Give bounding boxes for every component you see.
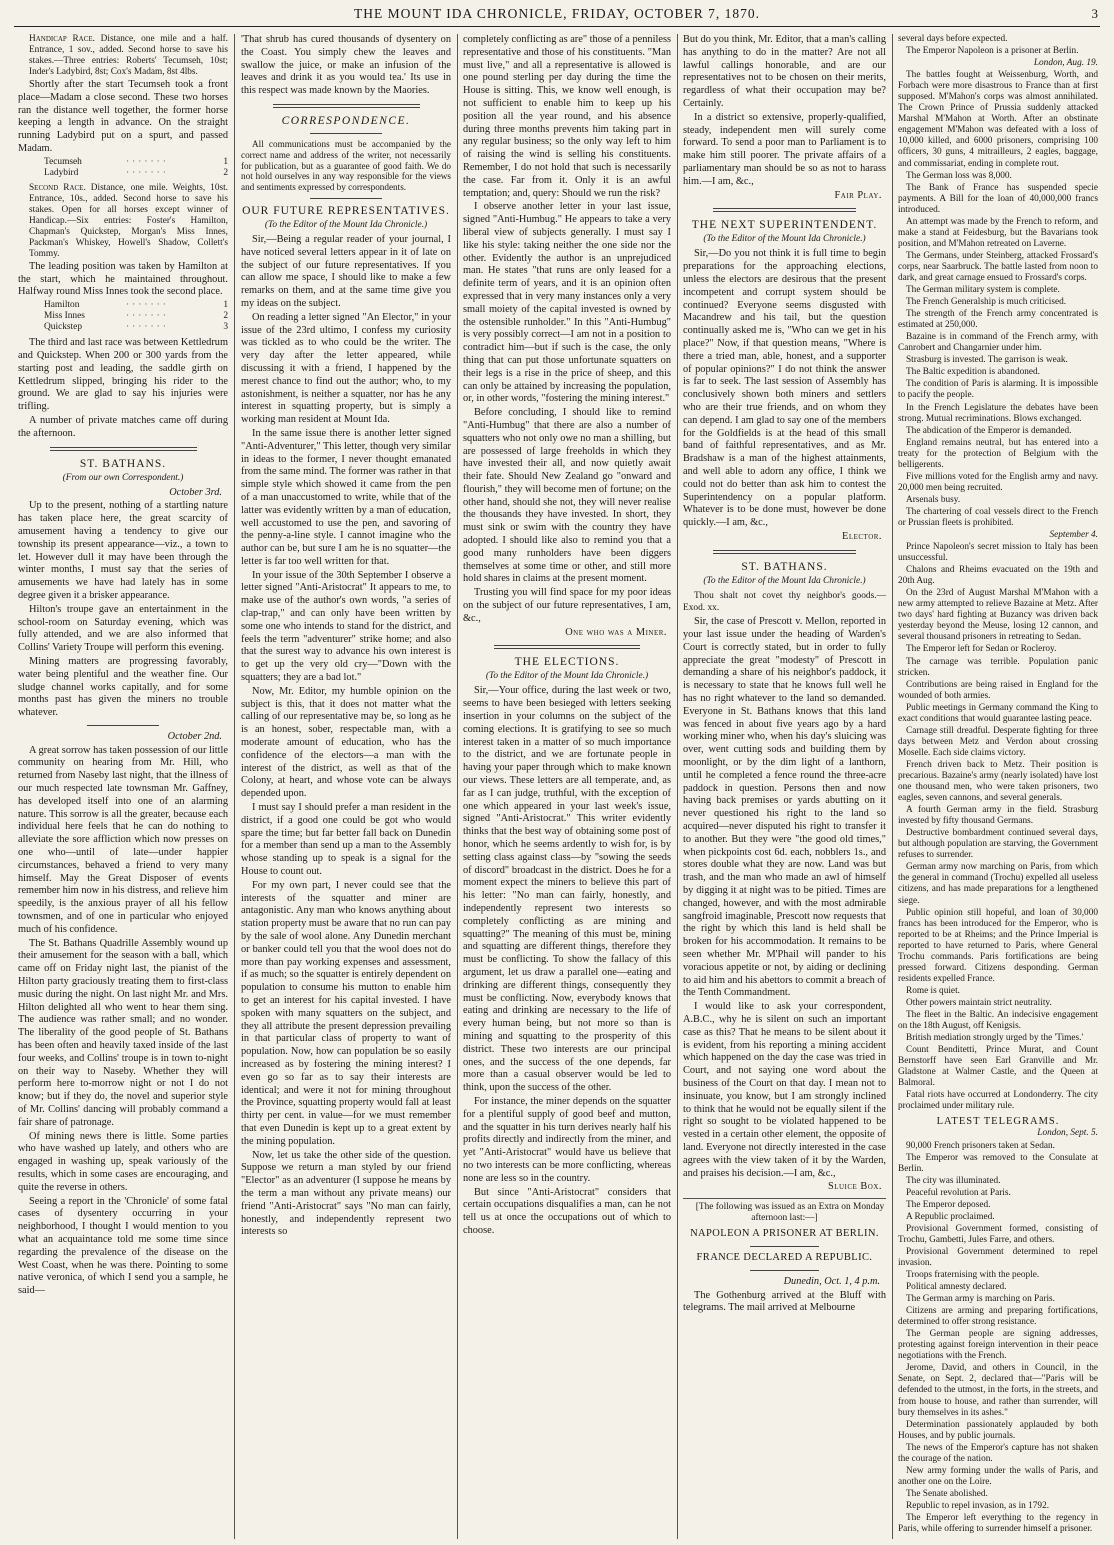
article-paragraph: Sir,—Do you not think it is full time to begin preparations for the approaching elections, unless the electors are desirous that the present incompetent and corrupt system should be continued? Everyone seems disgusted with Macandrew and his tail, but the question continually asked me is, "Who can we get in his place?" Now, if that question means, "Where is there a tried man, able, honest, and a supporter of popular opinions?" I do not think the answer is far to seek. The last session of Assembly has conclusively shown both miners and settlers who are their true friends, and on whom they can depend. I am glad to say one of the members for the Goldfields is at the head of this small band of faithful representatives, and as Mr. Bradshaw is a man of the highest attainments, and well able to adorn any office, I think we could not do better than ask him to contest the Superintendency on a popular platform. Whatever is to be done must, however be done quickly.—I am, &c., <box>683 248 886 529</box>
news-item: Political amnesty declared. <box>906 1282 1007 1293</box>
article-paragraph: completely conflicting as are" those of a penniless representative and those of his constituents. "Man must live," and all a representative is allowed is one pound sterling per day during the time the House is sitting. This, we know well enough, is not sufficient to enable him to keep up his position all the year round, and his absence during three months prevents him taking part in any regular business; so the only way left to him of raising the wind is selling his constituents. Remember, I do not hold that such is necessarily the case. Far from it. Only it is an awful temptation; and, query: Should we run the risk? <box>463 34 671 199</box>
letter-heading: THE ELECTIONS. <box>514 656 620 669</box>
article-paragraph: Sir,—Being a regular reader of your journal, I have noticed several letters appear in it of late on the subject of our future representatives. If you can allow me space, I should like to make a few remarks on them, and at the same time give you my ideas on the subject. <box>241 233 451 309</box>
news-item: Fatal riots have occurred at Londonderry. The city proclaimed under military rule. <box>898 1090 1098 1112</box>
news-item: In the French Legislature the debates have been strong. Mutual recriminations. Blows exchanged. <box>898 402 1098 424</box>
race-label: Handicap Race. <box>29 34 95 44</box>
news-item: The battles fought at Weissenburg, Worth, and Forbach were more disastrous to France than at first supposed. M'Mahon's corps was almost annihilated. The Crown Prince of Prussia suddenly attacked Marshal M'Mahon at Worth. After an obstinate engagement M'Mahon was defeated with a loss of 10,000 killed, and 6000 prisoners, comprising 100 officers, 30 guns, 4 mitrailleurs, 2 eagles, baggage, and commissariat, ending in complete rout. <box>898 70 1098 169</box>
news-item: The German loss was 8,000. <box>906 170 1012 181</box>
article-paragraph: Mining matters are progressing favorably, water being plentiful and the weather fine. Our sludge channel works capitally, and for some months past has given the miners no trouble whatever. <box>18 655 228 719</box>
news-item: A Republic proclaimed. <box>906 1211 995 1222</box>
news-item: The French Generalship is much criticised. <box>906 297 1067 308</box>
placing-row <box>18 168 228 179</box>
byline: (From our own Correspondent.) <box>62 472 184 483</box>
letter-motto: Thou shalt not covet thy neighbor's goods.— Exod. xx. <box>683 590 886 614</box>
horse-name: Hamilton <box>44 300 80 311</box>
article-paragraph: 'That shrub has cured thousands of dysentery on the Coast. You simply chew the leaves and swallow the juice, or make an infusion of the leaves and drink it as you would tea.' Its use in this respect was made known by the Maories. <box>241 34 451 97</box>
placing-number: 1 <box>223 156 228 167</box>
letter-signature: Elector. <box>842 530 882 542</box>
article-paragraph: The St. Bathans Quadrille Assembly wound up their amusement for the season with a ball, which came off on Friday night last, the pianist of the Hilton party graciously treating them to first-class music during the night. On last night Mr. and Mrs. Hilton delighted all who went to hear them sing. The audience was rather small; and no wonder. The liberality of the good people of St. Bathans has been often and heavily taxed inside of the last four weeks, and Collins' troupe is in town to-night on their way to Naseby. Whether they will perform here to-morrow night or not I do not know; but if they do, the novel and superior style of Mr. Collins' dancing will probably command a fair share of patronage. <box>18 937 228 1128</box>
leader-dots: ······· <box>126 311 169 322</box>
news-item: An attempt was made by the French to reform, and make a stand at Feidesburg, but the Bavarians took position, and M'Mahon retreated on Laverne. <box>898 216 1098 249</box>
news-item: Chalons and Rheims evacuated on the 19th and 20th Aug. <box>898 565 1098 587</box>
news-item: The Bank of France has suspended specie payments. A Bill for the loan of 40,000,000 francs introduced. <box>898 182 1098 215</box>
news-item: The Senate abolished. <box>906 1488 988 1499</box>
placing-row <box>18 300 228 311</box>
news-item: The Emperor left everything to the regency in Paris, while offering to surrender himself a prisoner. <box>898 1513 1098 1535</box>
news-item: London, Sept. 5. <box>1037 1128 1098 1139</box>
article-paragraph: For instance, the miner depends on the squatter for a plentiful supply of good beef and mutton, and the squatter in his turn derives nearly half his profits directly and indirectly from the miner, and yet "Anti-Aristocrat" would have us believe that no two interests can be more conflicting, whereas none are less so in the country. <box>463 1095 671 1184</box>
telegram-news-list <box>898 34 1098 1535</box>
column-2 <box>241 34 451 1539</box>
article-paragraph: Trusting you will find space for my poor ideas on the subject of our future representatives, I am, &c., <box>463 587 671 624</box>
article-paragraph: Seeing a report in the 'Chronicle' of some fatal cases of dysentery occurring in your neighborhood, I thought I would mention to you what an acquaintance told me some time since regarding the prevalence of the disease on the West Coast, when he was there. Pointing to some native veronica, of which I send you a sample, he said— <box>18 1195 228 1297</box>
news-item: The fleet in the Baltic. An indecisive engagement on the 18th August, off Kenigsis. <box>898 1009 1098 1032</box>
article-paragraph: Up to the present, nothing of a startling nature has taken place here, the great scarcity of amusement having a tendency to give our township its present appearance—viz., a town to let. However dull it may have been through the winter months, I must say that the series of amusements we have had lately has in some degree given it a brisker appearance. <box>18 500 228 601</box>
article-paragraph: Now, let us take the other side of the question. Suppose we return a man styled by our friend "Elector" as an adventurer (I suppose he means by the term a man without any private means) our friend "Anti-Aristocrat" says "No man can fairly, honestly, and independently represent two interests so <box>241 1149 451 1238</box>
news-item: several days before expected. <box>898 34 1008 44</box>
article-paragraph: Shortly after the start Tecumseh took a front place—Madam a close second. These two horses ran the distance well together, the former horse keeping a length in advance. On the straight running Ladybird put on a spurt, and passed Madam. <box>18 79 228 154</box>
news-item: Bazaine is in command of the French army, with Canrobert and Changarnier under him. <box>898 332 1098 354</box>
news-item: Republic to repel invasion, as in 1792. <box>906 1500 1050 1511</box>
news-item: Strasburg is invested. The garrison is weak. <box>906 355 1068 366</box>
news-item: The news of the Emperor's capture has not shaken the courage of the nation. <box>898 1442 1098 1464</box>
newspaper-title: THE MOUNT IDA CHRONICLE, FRIDAY, OCTOBER 7, 1870. <box>354 6 760 21</box>
news-item: On the 23rd of August Marshal M'Mahon with a new army attempted to relieve Bazaine at Metz. After two days' hard fighting at Buzancy was driven back yesterday beyond the Meuse, losing 12 cannon, and several thousand prisoners in retreating to Sedan. <box>898 588 1098 643</box>
placing-number: 2 <box>223 311 228 322</box>
news-item: The Baltic expedition is abandoned. <box>906 367 1040 378</box>
news-item: The Germans, under Steinberg, attacked Frossard's corps, near Saarbruck. The battle lasted from noon to dark, and great carnage ensued to Frossard's corps. <box>898 250 1098 283</box>
placing-number: 2 <box>223 167 228 178</box>
article-paragraph: In a district so extensive, properly-qualified, steady, independent men will surely come forward. To send a poor man to Parliament is to make him still poorer. The private affairs of a parliamentary man should be so as not to harass him.—I am, &c., <box>683 111 886 187</box>
dateline: October 2nd. <box>167 730 222 742</box>
horse-name: Miss Innes <box>44 311 85 322</box>
letter-address: (To the Editor of the Mount Ida Chronicle.) <box>485 671 649 682</box>
horse-name: Ladybird <box>44 167 79 178</box>
placing-number: 1 <box>223 300 228 311</box>
news-item: Prince Napoleon's secret mission to Italy has been unsuccessful. <box>898 542 1098 564</box>
column-rule <box>234 34 235 1539</box>
news-item: London, Aug. 19. <box>1033 58 1098 69</box>
article-paragraph: But do you think, Mr. Editor, that a man's calling has anything to do in the matter? Are not all lawful callings honorable, and are our representatives not to be chosen on their merits, regardless of what their occupation may be? Certainly. <box>683 34 886 109</box>
news-item: New army forming under the walls of Paris, and another one on the Loire. <box>898 1465 1098 1487</box>
news-item: The Emperor deposed. <box>906 1199 991 1210</box>
section-divider <box>713 208 855 212</box>
letter-address: (To the Editor of the Mount Ida Chronicle.) <box>264 219 428 230</box>
news-item: Destructive bombardment continued several days, but although population are starving, the Government refuses to surrender. <box>898 828 1098 861</box>
race-conditions: Distance, one mile and a half. Entrance, 1 sov., added. Second horse to save his stakes.—Three entries: Roberts' Tecumseh, 10st; Inder's Ladybird, 8st; Cox's Madam, 8st 4lbs. <box>29 34 228 77</box>
news-item: Jerome, David, and others in Council, in the Senate, on Sept. 2, declared that—"Paris will be defended to the utmost, in the forts, in the streets, and from house to house, and rather than surrender, will bury themselves in its ashes." <box>898 1363 1098 1418</box>
letter-heading: THE NEXT SUPERINTENDENT. <box>691 219 878 232</box>
article-paragraph: Sir,—Your office, during the last week or two, seems to have been besieged with letters seeking insertion in your columns on the subject of the coming elections. It is gratifying to see so much interest taken in a matter of so much importance to the district, and we are fortunate people in having your paper through which to make known our views. These letters are all temperate, and, as far as I can judge, truthful, with the exception of one which appeared in your last week's issue, signed "Anti-Aristocrat." This writer evidently thinks that the best way of obtaining some post of honor, which he seems ardently to wish for, is by setting class against class—by "sowing the seeds of discord" broadcast in the district. Does he for a moment expect the miners to believe this part of his letter: "No man can fairly, honestly, and independently represent two interests so completely conflicting as are mining and squatting?" The meaning of this must be, mining and squatting are different things, therefore they must be conflicting. To show the fallacy of this argument, let us draw a parallel one—eating and drinking are different things, consequently they must be conflicting. Now, everybody knows that eating and drinking are necessary to the life of every human being, but not more so than is mining and squatting to the prosperity of this district. These two interests are our principal ones, and the success of the one depends, far more than a casual observer would be led to think, upon the success of the other. <box>463 685 671 1094</box>
extra-edition-note: [The following was issued as an Extra on Monday afternoon last:—] <box>683 1198 886 1224</box>
news-item: The Emperor Napoleon is a prisoner at Berlin. <box>906 46 1079 57</box>
leader-dots: ······· <box>126 322 169 333</box>
article-paragraph: But since "Anti-Aristocrat" considers that certain occupations disqualifies a man, can he not tell us at once the occupations out of which to choose. <box>463 1186 671 1236</box>
article-paragraph: Of mining news there is little. Some parties who have washed up lately, and others who are engaged in washing up, speak variously of the results, which in some cases are encouraging, and quite the reverse in others. <box>18 1130 228 1193</box>
placing-number: 3 <box>223 322 228 333</box>
column-4 <box>683 34 886 1539</box>
letter-signature: Fair Play. <box>834 189 882 201</box>
horse-name: Quickstep <box>44 322 83 333</box>
news-item: The condition of Paris is alarming. It is impossible to pacify the people. <box>898 379 1098 401</box>
handicap-placings <box>18 157 228 179</box>
section-divider <box>273 104 420 108</box>
news-item: The German military system is complete. <box>906 285 1060 296</box>
article-paragraph: The leading position was taken by Hamilton at the start, which he maintained throughout. Halfway round Miss Innes took the second place. <box>18 260 228 298</box>
news-item: Contributions are being raised in England for the wounded of both armies. <box>898 679 1098 701</box>
article-paragraph: I would like to ask your correspondent, A.B.C., why he is silent on such an important case as this? That he means to be silent about it is evident, from his reporting a mining accident which happened on the day the case was tried in Court, and not saying one word about the business of the Court on that day. I mean not to insinuate, you know, but I am strongly inclined to think that he would not be equally silent if the right so sought to be violated happened to be vested in a certain other element, the opposite of land. Everyone not directly interested in the case agrees with the view taken of it by the Warden, and praises his decision.—I am, &c., <box>683 1001 886 1179</box>
article-paragraph: The Gothenburg arrived at the Bluff with telegrams. The mail arrived at Melbourne <box>683 1289 886 1314</box>
article-paragraph: The third and last race was between Kettledrum and Quickstep. When 200 or 300 yards from the starting post and leading, the saddle girth on Kettledrum slipped, bringing his rider to the ground. We are glad to say his injuries were trifling. <box>18 337 228 413</box>
correspondence-notice: All communications must be accompanied by the correct name and address of the writer, not necessarily for publication, but as a guarantee of good faith. We do not hold ourselves in any way responsible for the views and sentiments expressed by correspondents. <box>241 138 451 193</box>
headline: FRANCE DECLARED A REPUBLIC. <box>696 1251 873 1263</box>
article-paragraph: I must say I should prefer a man resident in the district, if a good one could be got who would spare the time; but far better fall back on Dunedin for a member than send up a man to the Assembly whose standing up to speak is a signal for the House to count out. <box>241 802 451 878</box>
column-1 <box>18 34 228 1539</box>
news-item: Five millions voted for the English army and navy. 20,000 men being recruited. <box>898 471 1098 493</box>
column-5 <box>898 34 1098 1539</box>
letter-heading: OUR FUTURE REPRESENTATIVES. <box>242 204 450 217</box>
news-item: Determination passionately applauded by both Houses, and by public journals. <box>898 1419 1098 1441</box>
news-item: Provisional Government determined to repel invasion. <box>898 1246 1098 1268</box>
article-paragraph: Sir, the case of Prescott v. Mellon, reported in your last issue under the heading of Warden's Court is correctly stated, but in order to fully appreciate the great "modesty" of Prescott in demanding a share of his neighbor's paddock, it is necessary to state that he knows full well he has no right whatever to the land so demanded. Everyone in St. Bathans knows that this land was fenced in about five years ago by a hard working miner who, when his day's sluicing was over, went cutting sods and building them by moonlight, or by the dim light of a lanthorn, until he completed a fence round the three-acre paddock in question. Persons then and now having back premises or yards abutting on it never questioned his right to the land so acquired—never disputed his right to transfer it to another. But they were "the good old times," when pickpoints cost 6d. each, nobblers 1s., and stores double what they are now. Land was but trash, and the man who made an awl of himself by digging it at night was to be pitied. Times are changed, however, and with the most admirable sangfroid imaginable, Prescott now requests that the right by which this land is held shall be broken for his accommodation. It remains to be seen whether Mr. M'Phail will pander to his voracious appetite or not, by aiding or declining to aid him and his abettors to commit a breach of the Tenth Commandment. <box>683 616 886 999</box>
page-number: 3 <box>1091 6 1098 21</box>
dateline: Dunedin, Oct. 1, 4 p.m. <box>783 1275 880 1287</box>
article-paragraph: In your issue of the 30th September I observe a letter signed "Anti-Aristocrat" It appears to me, to make use of the author's own words, "a series of clap-trap," and can only have been written by some one who intends to stand for the district, and feels the term "adventurer" strike home; and also that the surest way to advance his own interest is to get up the very old cry—"Down with the squatters; they are a bad lot." <box>241 569 451 684</box>
article-paragraph: I observe another letter in your last issue, signed "Anti-Humbug." He appears to take a very liberal view of subjects generally. I must say I like his style: taking neither the one side nor the other. Evidently the author is an unprejudiced man. He states "that runs are only leased for a definite term of years, and it is an opinion often expressed that in very many instances only a very small moiety of the capital invested is owned by the ostensible runholder." In this "Anti-Humbug" is very possibly correct—I am not in a position to contradict him—but if such is the case, the only thing that can put those unfortunate squatters on their legs is a rise in the price of sheep, and this can only be attained by increasing the population, or, in other words, "fostering the mining interest." <box>463 201 671 405</box>
news-item: The abdication of the Emperor is demanded. <box>906 425 1072 436</box>
news-item: Other powers maintain strict neutrality. <box>906 997 1052 1008</box>
article-paragraph: A great sorrow has taken possession of our little community on hearing from Mr. Hill, who returned from Naseby last night, that the illness of our much respected late townsman Mr. Gaffney, has developed itself into one of an alarming nature. This sorrow is all the greater, because each individual here feels that he can do nothing to alleviate the sore affliction which now presses on one who—until of late—under happier circumstances, behaved a friend to very many himself. May the Great Disposer of events remember him now in his distress, and relieve him speedily, is the anxious prayer of all his fellow townsmen, and of one in particular who enjoyed much of his confidence. <box>18 744 228 935</box>
placing-row <box>18 157 228 168</box>
divider <box>750 1246 819 1247</box>
letter-address: (To the Editor of the Mount Ida Chronicle.) <box>703 575 866 586</box>
article-paragraph: Before concluding, I should like to remind "Anti-Humbug" that there are also a number of squatters who not only owe no man a shilling, but are possessed of large freeholds in which they have invested their all, and now quietly await their fate. Should New Zealand go "onward and flourish," they will become men of fortune; on the other hand, should she not, they will never realise the thousands they have invested. In short, they must sink or swim with the country they have adopted. I should like also to remind you that a good many runholders have been diggers themselves at some time or other, and still more hold shares in claims at the present moment. <box>463 407 671 585</box>
column-rule <box>457 34 458 1539</box>
article-paragraph: Now, Mr. Editor, my humble opinion on the subject is this, that it does not matter what the calling of our representative may be, so long as he is an honest, sober, respectable man, with a moderate amount of education, who has the confidence of the electors—a man with the interest of the district, as well as that of the Colony, at heart, and whose vote can be always depended upon. <box>241 685 451 800</box>
handicap-race-entry <box>18 34 228 78</box>
news-item: Public meetings in Germany command the King to exact conditions that would guarantee lasting peace. <box>898 702 1098 724</box>
news-item: The strength of the French army concentrated is estimated at 250,000. <box>898 309 1098 331</box>
letter-signature: Sluice Box. <box>827 1181 882 1193</box>
race-conditions: Distance, one mile. Weights, 10st. Entrance, 10s., added. Second horse to save his stakes. Open for all horses except winner of Handicap.—Six entries: Foster's Hamilton, Chapman's Quickstep, Morgan's Miss Innes, Packman's Whiskey, Howell's Shadow, Collett's Tommy. <box>29 182 228 259</box>
news-item: Troops fraternising with the people. <box>906 1270 1040 1281</box>
news-heading: LATEST TELEGRAMS. <box>936 1116 1060 1128</box>
leader-dots: ······· <box>126 156 169 167</box>
section-heading: ST. BATHANS. <box>79 457 167 470</box>
news-item: German army now marching on Paris, from which the general in command (Trochu) expelled all useless citizens, and has made preparations for a lengthened siege. <box>898 862 1098 906</box>
horse-name: Tecumseh <box>44 156 82 167</box>
news-item: Citizens are arming and preparing fortifications, determined to offer strong resistance. <box>898 1306 1098 1328</box>
column-rule <box>677 34 678 1539</box>
second-race-placings <box>18 300 228 333</box>
divider <box>310 198 381 199</box>
placing-row <box>18 311 228 322</box>
section-divider <box>494 645 640 649</box>
news-item: The city was illuminated. <box>906 1175 1001 1186</box>
news-item: Carnage still dreadful. Desperate fighting for three days between Metz and Verdon about crossing Moselle. Each side claims victory. <box>898 725 1098 758</box>
section-divider <box>50 447 197 451</box>
news-item: The carnage was terrible. Population panic stricken. <box>898 656 1098 678</box>
column-rule <box>892 34 893 1539</box>
placing-row <box>18 322 228 333</box>
headline: NAPOLEON A PRISONER AT BERLIN. <box>690 1228 879 1240</box>
news-item: Arsenals busy. <box>906 494 961 505</box>
masthead <box>14 4 1100 27</box>
news-item: Provisional Government formed, consisting of Trochu, Gambetti, Jules Farre, and others. <box>898 1223 1098 1245</box>
section-divider <box>713 550 855 554</box>
article-paragraph: In the same issue there is another letter signed "Anti-Adventurer," This letter, though very similar in ideas to the former, I never thought emanated from the same mind. The former was rather in that simple style which showed it came from the pen of a man unaccustomed to write, while that of the latter was evidently written by a man of education, well accustomed to use the pen, and savoring of the penny-a-line style. I cannot imagine who the author can be, but sure I am he is no squatter—the letter is far too well written for that. <box>241 427 451 567</box>
article-paragraph: On reading a letter signed "An Elector," in your issue of the 23rd ultimo, I confess my curiosity was tickled as to who could be the writer. The very day after the letter appeared, while discussing it with a friend, I happened by the merest chance to find out the author; who, to my astonishment, is neither a squatter, nor has he any interest in squatting property, but is simply a working man resident at Mount Ida. <box>241 311 451 426</box>
news-item: The chartering of coal vessels direct to the French or Prussian fleets is prohibited. <box>898 506 1098 528</box>
news-item: September 4. <box>1049 530 1098 541</box>
section-heading: CORRESPONDENCE. <box>281 114 411 127</box>
divider <box>310 133 381 134</box>
news-item: Public opinion still hopeful, and loan of 30,000 francs has been introduced for the Emperor, who is reported to be at Rheims; and the Prince Imperial is reported to have returned to Paris, where General Trochu commands. Paris fortifications are being pressed forward. Citizens desponding. German residents expelled France. <box>898 907 1098 984</box>
column-3 <box>463 34 671 1539</box>
divider <box>750 1270 819 1271</box>
news-item: England remains neutral, but has entered into a treaty for the protection of Belgium with the belligerents. <box>898 437 1098 470</box>
divider <box>87 725 158 726</box>
news-item: The Emperor left for Sedan or Rocleroy. <box>906 644 1057 655</box>
news-item: 90,000 French prisoners taken at Sedan. <box>906 1140 1055 1151</box>
news-item: French driven back to Metz. Their position is precarious. Bazaine's army (nearly isolated) have lost one thousand men, who were taken prisoners, two eagles, seven cannons, and several generals. <box>898 759 1098 804</box>
article-paragraph: Hilton's troupe gave an entertainment in the school-room on Saturday evening, which was fully attended, and we are also informed that Collins' Variety Troupe will perform this evening. <box>18 603 228 654</box>
leader-dots: ······· <box>126 300 169 311</box>
letter-address: (To the Editor of the Mount Ida Chronicle.) <box>703 234 866 245</box>
letter-heading: ST. BATHANS. <box>741 560 828 573</box>
news-item: Rome is quiet. <box>906 985 960 996</box>
letter-signature: One who was a Miner. <box>565 626 667 638</box>
leader-dots: ······· <box>126 167 169 178</box>
article-paragraph: For my own part, I never could see that the interests of the squatter and miner are antagonistic. Any man who knows anything about station property must be aware that no run can pay by the sale of wool alone. Any Dunedin merchant or banker could tell you that the wool does not do more than pay working expenses and assessment, if as much; so the squatter is entirely dependent on population to consume his mutton to enable him to get an interest for his capital invested. I have spoken with many squatters on the subject, and they all attribute the present depression prevailing in that particular class of property to want of population. Now, how can population be so easily increased as by fostering the mining interest? I even go so far as to say their interests are identical; and were it not for mining throughout the Province, squatting property would fall at least thirty per cent. in value—for we must remember that even Dunedin is kept up to a great extent by the mining population. <box>241 879 451 1147</box>
news-item: Peaceful revolution at Paris. <box>906 1187 1011 1198</box>
dateline: October 3rd. <box>169 486 222 498</box>
race-label: Second Race. <box>29 182 86 193</box>
news-item: The Emperor was removed to the Consulate at Berlin. <box>898 1152 1098 1174</box>
news-item: British mediation strongly urged by the 'Times.' <box>906 1033 1084 1044</box>
news-item: Count Benditetti, Prince Murat, and Count Bernstorff have seen Earl Granville and Mr. Gladstone at Walmer Castle, and the Queen at Balmoral. <box>898 1045 1098 1089</box>
article-paragraph: A number of private matches came off during the afternoon. <box>18 414 228 439</box>
news-item: A fourth German army in the field. Strasburg invested by fifty thousand Germans. <box>898 805 1098 827</box>
second-race-entry <box>18 183 228 260</box>
news-item: The German people are signing addresses, protesting against foreign intervention in their peace negotiations with the French. <box>898 1329 1098 1362</box>
news-item: The German army is marching on Paris. <box>906 1294 1055 1305</box>
